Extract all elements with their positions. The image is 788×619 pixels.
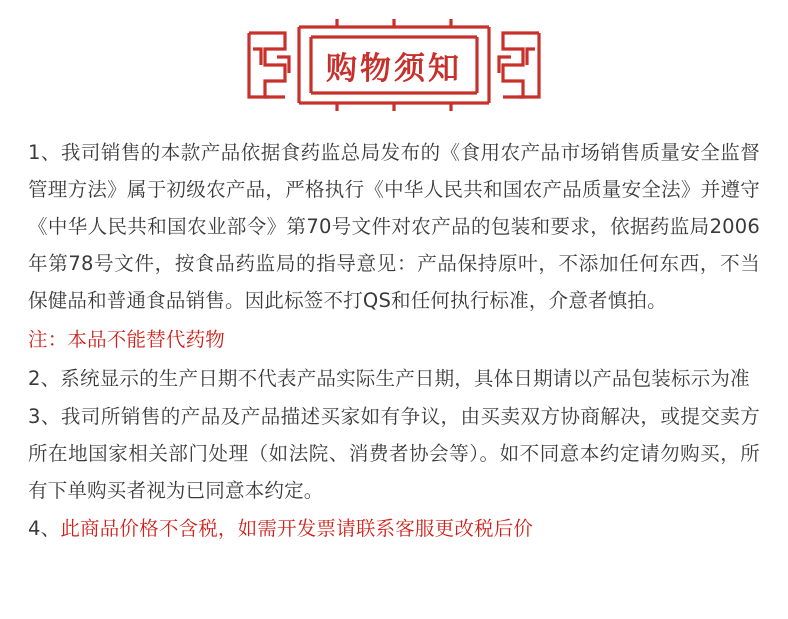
- notice-paragraph-4: [28, 510, 760, 547]
- notice-paragraph-4-prefix: 4、: [28, 517, 61, 540]
- notice-paragraph-3: 3、我司所销售的产品及产品描述买家如有争议，由买卖双方协商解决，或提交卖方所在地国家相关部门处理（如法院、消费者协会等）。如不同意本约定请勿购买，所有下单购买者视为已同意本约定。: [28, 405, 760, 502]
- page-header: [0, 0, 788, 130]
- notice-paragraph-1: 1、我司销售的本款产品依据食药监总局发布的《食用农产品市场销售质量安全监督管理方法》属于初级农产品，严格执行《中华人民共和国农产品质量安全法》并遵守《中华人民共和国农业部令》第70号文件对农产品的包装和要求，依据药监局2006年第78号文件，按食品药监局的指导意见：产品保持原叶，不添加任何东西，不当保健品和普通食品销售。因此标签不打QS和任何执行标准，介意者慎拍。: [28, 141, 760, 312]
- notice-content: [0, 130, 788, 547]
- notice-paragraph-4-text: 此商品价格不含税，如需开发票请联系客服更改税后价: [60, 517, 534, 540]
- page-title: 购物须知: [326, 50, 462, 87]
- notice-paragraph-2: 2、系统显示的生产日期不代表产品实际生产日期，具体日期请以产品包装标示为准: [28, 367, 750, 390]
- notice-red-note: 注：本品不能替代药物: [28, 328, 226, 351]
- title-banner: [239, 19, 549, 111]
